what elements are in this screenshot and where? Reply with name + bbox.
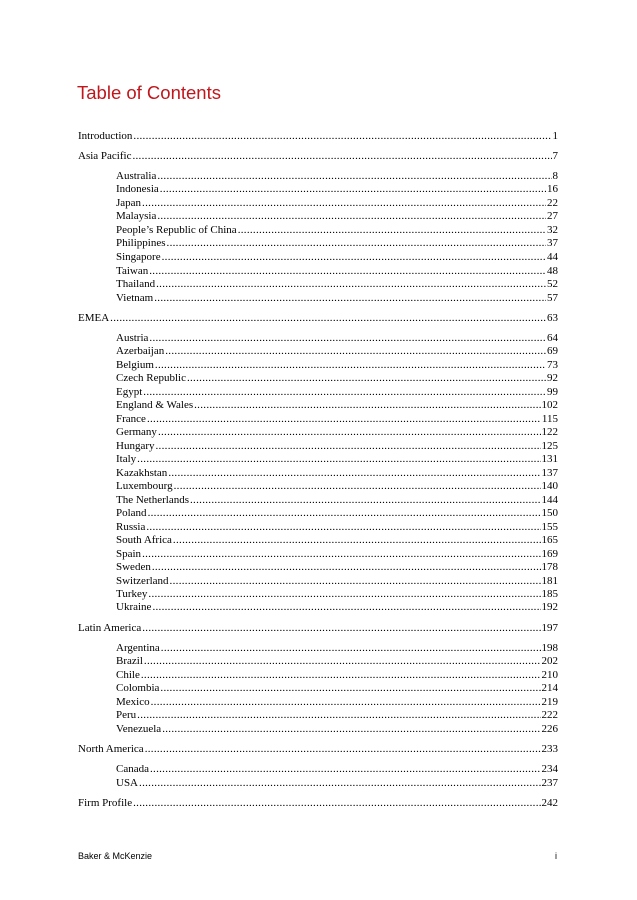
toc-entry[interactable] xyxy=(116,372,558,385)
toc-dot-leader xyxy=(141,669,541,682)
toc-entry-page: 63 xyxy=(547,312,558,324)
toc-entry[interactable] xyxy=(116,453,558,466)
toc-entry[interactable] xyxy=(116,494,558,507)
toc-entry-page: 8 xyxy=(552,170,558,182)
toc-entry-label: Canada xyxy=(116,763,149,775)
toc-entry-page: 197 xyxy=(541,622,558,634)
toc-entry-label: Asia Pacific xyxy=(78,150,132,162)
toc-dot-leader xyxy=(156,440,541,453)
toc-dot-leader xyxy=(132,150,551,163)
toc-entry-label: Ukraine xyxy=(116,601,152,613)
toc-entry[interactable] xyxy=(116,440,558,453)
toc-entry[interactable] xyxy=(116,413,558,426)
toc-entry[interactable] xyxy=(116,292,558,305)
toc-entry-label: Introduction xyxy=(78,130,133,142)
toc-entry[interactable] xyxy=(116,763,558,776)
toc-entry-page: 115 xyxy=(541,413,558,425)
toc-entry-page: 27 xyxy=(547,210,558,222)
toc-dot-leader xyxy=(137,709,540,722)
toc-entry[interactable] xyxy=(116,278,558,291)
toc-entry[interactable] xyxy=(116,224,558,237)
toc-entry-page: 181 xyxy=(541,575,558,587)
toc-entry[interactable] xyxy=(78,150,558,163)
toc-entry-page: 99 xyxy=(547,386,558,398)
toc-entry-label: Switzerland xyxy=(116,575,169,587)
toc-entry[interactable] xyxy=(116,386,558,399)
toc-entry-label: Hungary xyxy=(116,440,155,452)
toc-entry-label: Czech Republic xyxy=(116,372,186,384)
toc-entry-page: 73 xyxy=(547,359,558,371)
toc-dot-leader xyxy=(160,682,540,695)
toc-entry-label: Turkey xyxy=(116,588,148,600)
toc-entry-label: Italy xyxy=(116,453,137,465)
toc-entry[interactable] xyxy=(116,642,558,655)
toc-entry[interactable] xyxy=(116,332,558,345)
toc-entry-label: Kazakhstan xyxy=(116,467,168,479)
toc-entry[interactable] xyxy=(116,777,558,790)
toc-dot-leader xyxy=(162,251,546,264)
toc-entry-page: 165 xyxy=(541,534,558,546)
toc-entry-page: 237 xyxy=(541,777,558,789)
toc-entry-page: 37 xyxy=(547,237,558,249)
toc-entry[interactable] xyxy=(116,183,558,196)
toc-dot-leader xyxy=(148,507,541,520)
toc-entry[interactable] xyxy=(78,130,558,143)
footer-firm-name: Baker & McKenzie xyxy=(78,851,153,861)
toc-entry[interactable] xyxy=(78,312,558,325)
toc-entry-label: Brazil xyxy=(116,655,143,667)
toc-entry[interactable] xyxy=(78,622,558,635)
toc-entry-label: Russia xyxy=(116,521,146,533)
toc-entry-label: England & Wales xyxy=(116,399,194,411)
toc-dot-leader xyxy=(155,359,546,372)
toc-entry-page: 169 xyxy=(541,548,558,560)
toc-entry-label: South Africa xyxy=(116,534,172,546)
toc-entry[interactable] xyxy=(116,480,558,493)
toc-dot-leader xyxy=(168,467,540,480)
toc-entry-page: 140 xyxy=(541,480,558,492)
toc-entry[interactable] xyxy=(116,399,558,412)
toc-entry-page: 150 xyxy=(541,507,558,519)
toc-entry[interactable] xyxy=(116,170,558,183)
toc-entry[interactable] xyxy=(116,467,558,480)
toc-dot-leader xyxy=(194,399,540,412)
toc-dot-leader xyxy=(144,655,541,668)
toc-entry-label: Taiwan xyxy=(116,265,149,277)
toc-dot-leader xyxy=(147,413,541,426)
toc-entry-page: 102 xyxy=(541,399,558,411)
toc-dot-leader xyxy=(158,426,541,439)
toc-entry-page: 48 xyxy=(547,265,558,277)
toc-entry-page: 7 xyxy=(552,150,558,162)
toc-dot-leader xyxy=(174,480,541,493)
toc-entry[interactable] xyxy=(78,743,558,756)
toc-entry-page: 22 xyxy=(547,197,558,209)
toc-entry-page: 210 xyxy=(541,669,558,681)
toc-entry-page: 122 xyxy=(541,426,558,438)
toc-entry-page: 233 xyxy=(541,743,558,755)
toc-entry-label: Spain xyxy=(116,548,142,560)
toc-entry-page: 202 xyxy=(541,655,558,667)
toc-entry-label: Sweden xyxy=(116,561,151,573)
toc-entry-page: 198 xyxy=(541,642,558,654)
toc-dot-leader xyxy=(170,575,541,588)
toc-entry[interactable] xyxy=(116,237,558,250)
toc-dot-leader xyxy=(150,763,541,776)
toc-entry-page: 242 xyxy=(541,797,558,809)
toc-entry[interactable] xyxy=(116,345,558,358)
toc-entry[interactable] xyxy=(116,723,558,736)
toc-entry-page: 131 xyxy=(541,453,558,465)
toc-entry-label: USA xyxy=(116,777,139,789)
toc-entry-page: 192 xyxy=(541,601,558,613)
toc-entry-page: 234 xyxy=(541,763,558,775)
toc-entry-label: Luxembourg xyxy=(116,480,173,492)
toc-entry-page: 155 xyxy=(541,521,558,533)
toc-entry-label: Argentina xyxy=(116,642,160,654)
toc-entry[interactable] xyxy=(116,588,558,601)
toc-entry[interactable] xyxy=(78,797,558,810)
toc-entry-label: Japan xyxy=(116,197,142,209)
toc-entry[interactable] xyxy=(116,359,558,372)
toc-dot-leader xyxy=(167,237,546,250)
toc-entry[interactable] xyxy=(116,696,558,709)
toc-entry[interactable] xyxy=(116,426,558,439)
toc-entry-page: 137 xyxy=(541,467,558,479)
toc-dot-leader xyxy=(143,386,546,399)
toc-dot-leader xyxy=(162,723,540,736)
toc-dot-leader xyxy=(165,345,546,358)
toc-entry-label: Poland xyxy=(116,507,147,519)
toc-entry[interactable] xyxy=(116,575,558,588)
toc-entry-label: Mexico xyxy=(116,696,150,708)
toc-dot-leader xyxy=(157,170,551,183)
toc-dot-leader xyxy=(133,130,551,143)
toc-entry[interactable] xyxy=(116,265,558,278)
toc-entry-page: 69 xyxy=(547,345,558,357)
toc-entry-label: Singapore xyxy=(116,251,161,263)
toc-entry-label: EMEA xyxy=(78,312,110,324)
toc-dot-leader xyxy=(139,777,540,790)
toc-entry[interactable] xyxy=(116,534,558,547)
footer-page-number: i xyxy=(555,851,557,861)
toc-entry-label: France xyxy=(116,413,146,425)
toc-entry[interactable] xyxy=(116,507,558,520)
toc-dot-leader xyxy=(190,494,541,507)
toc-entry-page: 32 xyxy=(547,224,558,236)
toc-entry-label: North America xyxy=(78,743,144,755)
toc-entry-label: Philippines xyxy=(116,237,166,249)
toc-entry-page: 144 xyxy=(541,494,558,506)
toc-dot-leader xyxy=(187,372,546,385)
toc-dot-leader xyxy=(161,642,541,655)
toc-entry-label: Austria xyxy=(116,332,149,344)
toc-dot-leader xyxy=(133,797,540,810)
toc-entry[interactable] xyxy=(116,521,558,534)
toc-entry-page: 222 xyxy=(541,709,558,721)
toc-dot-leader xyxy=(154,292,546,305)
toc-entry[interactable] xyxy=(116,669,558,682)
toc-entry-page: 219 xyxy=(541,696,558,708)
toc-entry[interactable] xyxy=(116,601,558,614)
toc-dot-leader xyxy=(149,265,546,278)
toc-dot-leader xyxy=(151,696,541,709)
toc-dot-leader xyxy=(152,601,540,614)
toc-dot-leader xyxy=(149,332,546,345)
toc-entry-label: Malaysia xyxy=(116,210,157,222)
toc-dot-leader xyxy=(145,743,541,756)
toc-entry[interactable] xyxy=(116,197,558,210)
toc-entry-page: 226 xyxy=(541,723,558,735)
toc-entry-page: 64 xyxy=(547,332,558,344)
toc-entry-page: 1 xyxy=(552,130,558,142)
toc-entry-label: Latin America xyxy=(78,622,142,634)
toc-entry[interactable] xyxy=(116,251,558,264)
toc-entry-label: Australia xyxy=(116,170,157,182)
toc-dot-leader xyxy=(110,312,546,325)
toc-entry[interactable] xyxy=(116,561,558,574)
toc-entry-label: Azerbaijan xyxy=(116,345,165,357)
toc-entry-label: Venezuela xyxy=(116,723,162,735)
toc-entry-label: Firm Profile xyxy=(78,797,133,809)
toc-entry-label: Germany xyxy=(116,426,157,438)
toc-dot-leader xyxy=(238,224,546,237)
toc-entry-label: Chile xyxy=(116,669,140,681)
toc-dot-leader xyxy=(157,210,546,223)
toc-entry-page: 44 xyxy=(547,251,558,263)
toc-entry-page: 125 xyxy=(541,440,558,452)
toc-entry-label: Egypt xyxy=(116,386,143,398)
toc-entry-label: People’s Republic of China xyxy=(116,224,237,236)
toc-entry[interactable] xyxy=(116,655,558,668)
toc-dot-leader xyxy=(142,548,540,561)
toc-entry[interactable] xyxy=(116,548,558,561)
toc-entry-label: Indonesia xyxy=(116,183,159,195)
toc-dot-leader xyxy=(137,453,540,466)
page-title: Table of Contents xyxy=(77,82,221,103)
toc-entry-page: 185 xyxy=(541,588,558,600)
toc-entry-page: 57 xyxy=(547,292,558,304)
toc-entry-label: The Netherlands xyxy=(116,494,189,506)
toc-dot-leader xyxy=(173,534,541,547)
toc-entry-label: Peru xyxy=(116,709,137,721)
toc-entry-page: 16 xyxy=(547,183,558,195)
toc-dot-leader xyxy=(152,561,541,574)
toc-entry[interactable] xyxy=(116,210,558,223)
toc-entry-label: Thailand xyxy=(116,278,156,290)
toc-entry-label: Colombia xyxy=(116,682,160,694)
toc-entry-page: 92 xyxy=(547,372,558,384)
toc-dot-leader xyxy=(156,278,546,291)
toc-entry-label: Vietnam xyxy=(116,292,154,304)
toc-entry[interactable] xyxy=(116,682,558,695)
toc-dot-leader xyxy=(142,197,546,210)
toc-entry[interactable] xyxy=(116,709,558,722)
toc-dot-leader xyxy=(146,521,540,534)
toc-dot-leader xyxy=(160,183,546,196)
toc-entry-label: Belgium xyxy=(116,359,154,371)
toc-entry-page: 52 xyxy=(547,278,558,290)
toc-entry-page: 178 xyxy=(541,561,558,573)
toc-dot-leader xyxy=(148,588,540,601)
toc-dot-leader xyxy=(142,622,540,635)
toc-entry-page: 214 xyxy=(541,682,558,694)
